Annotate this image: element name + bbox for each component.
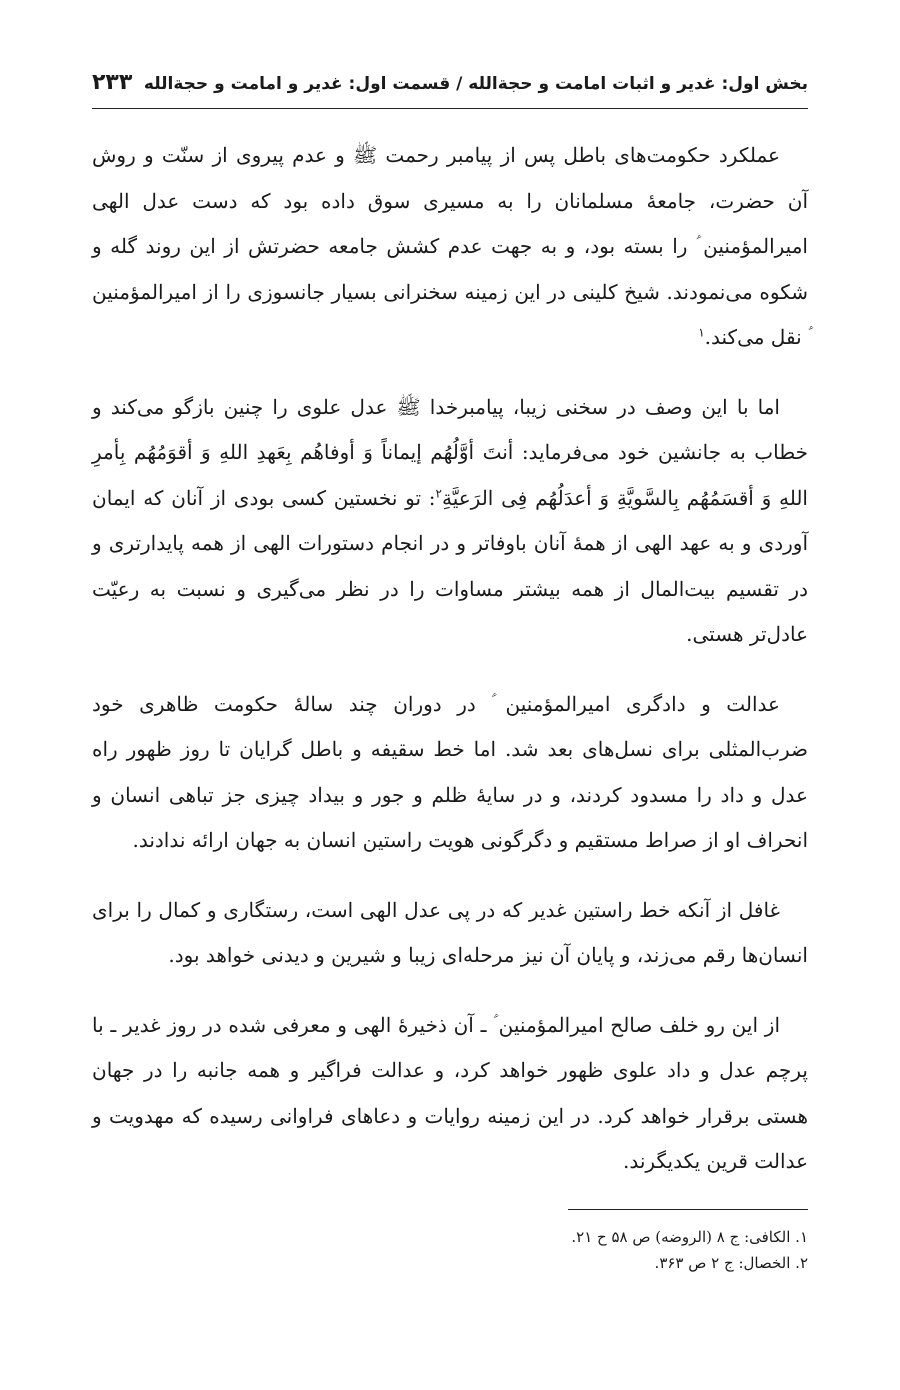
page-number: ۲۳۳ [92,70,133,95]
page-header [92,70,808,109]
footnote-ref-1[interactable]: ۱ [698,325,705,340]
paragraph-2 [92,385,808,658]
paragraph-5 [92,1003,808,1185]
book-page [92,70,808,1276]
paragraph-text: از این رو خلف صالح امیرالمؤمنین ؑ ـ آن ذخیرهٔ الهی و معرفی شده در روز غدیر ـ با پرچم عدل و داد علوی ظهور خواهد کرد، و عدالت فراگیر و همه جانبه را در جهان هستی برقرار خواهد کرد. در این زمینه روایات و دعاهای فراوانی رسیده که مهدویت و عدالت قرین یکدیگرند. [92,1012,808,1173]
page-body [92,133,808,1276]
paragraph-text: غافل از آنکه خط راستین غدیر که در پی عدل الهی است، رستگاری و کمال را برای انسان‌ها رقم می‌زند، و پایان آن نیز مرحله‌ای زیبا و شیرین و دیدنی خواهد بود. [92,897,808,967]
footnote-2: ۲. الخصال: ج ۲ ص ۳۶۳. [654,1253,808,1272]
paragraph-text: عدالت و دادگری امیرالمؤمنین ؑ در دوران چند سالهٔ حکومت ظاهری خود ضرب‌المثلی برای نسل‌های بعد شد. اما خط سقیفه و باطل گرایان تا روز ظهور راه عدل و داد را مسدود کردند، و در سایهٔ ظلم و جور و بیداد چیزی جز تباهی انسان و انحراف او از صراط مستقیم و دگرگونی هویت راستین انسان به جهان ارائه ندادند. [92,691,808,852]
paragraph-1 [92,133,808,361]
paragraph-text: اما با این وصف در سخنی زیبا، پیامبرخدا ﷺ عدل علوی را چنین بازگو می‌کند و خطاب به جانشین خود می‌فرماید: أنتَ أوَّلُهُم إیماناً وَ أوفاهُم بِعَهدِ اللهِ وَ أقوَمُهُم بِأمرِ اللهِ وَ أقسَمُهُم بِالسَّویَّةِ وَ أعدَلُهُم فِی الرَعیَّةِ [92,394,808,510]
footnote-1: ۱. الکافی: ج ۸ (الروضه) ص ۵۸ ح ۲۱. [571,1227,808,1246]
paragraph-3 [92,682,808,864]
footnote-ref-2[interactable]: ۲ [435,485,442,500]
paragraph-text-after: : تو نخستین کسی بودی از آنان که ایمان آوردی و به عهد الهی از همهٔ آنان باوفاتر و در انجام دستورات الهی از همه پایدارتری و در تقسیم بیت‌المال از همه بیشتر مساوات را در نظر می‌گیری و نسبت به رعیّت عادل‌تر هستی. [92,485,808,646]
paragraph-text: عملکرد حکومت‌های باطل پس از پیامبر رحمت ﷺ و عدم پیروی از سنّت و روش آن حضرت، جامعهٔ مسلمانان را به مسیری سوق داده بود که دست عدل الهی امیرالمؤمنین ؑ را بسته بود، و به جهت عدم کشش جامعه حضرتش از این روند گله و شکوه می‌نمودند. شیخ کلینی در این زمینه سخنرانی بسیار جانسوزی را از امیرالمؤمنین ؑ نقل می‌کند. [92,143,808,349]
paragraph-4 [92,888,808,979]
footnote-divider [568,1209,808,1210]
running-title: بخش اول: غدیر و اثبات امامت و حجةالله / قسمت اول: غدیر و امامت و حجةالله [143,74,808,94]
